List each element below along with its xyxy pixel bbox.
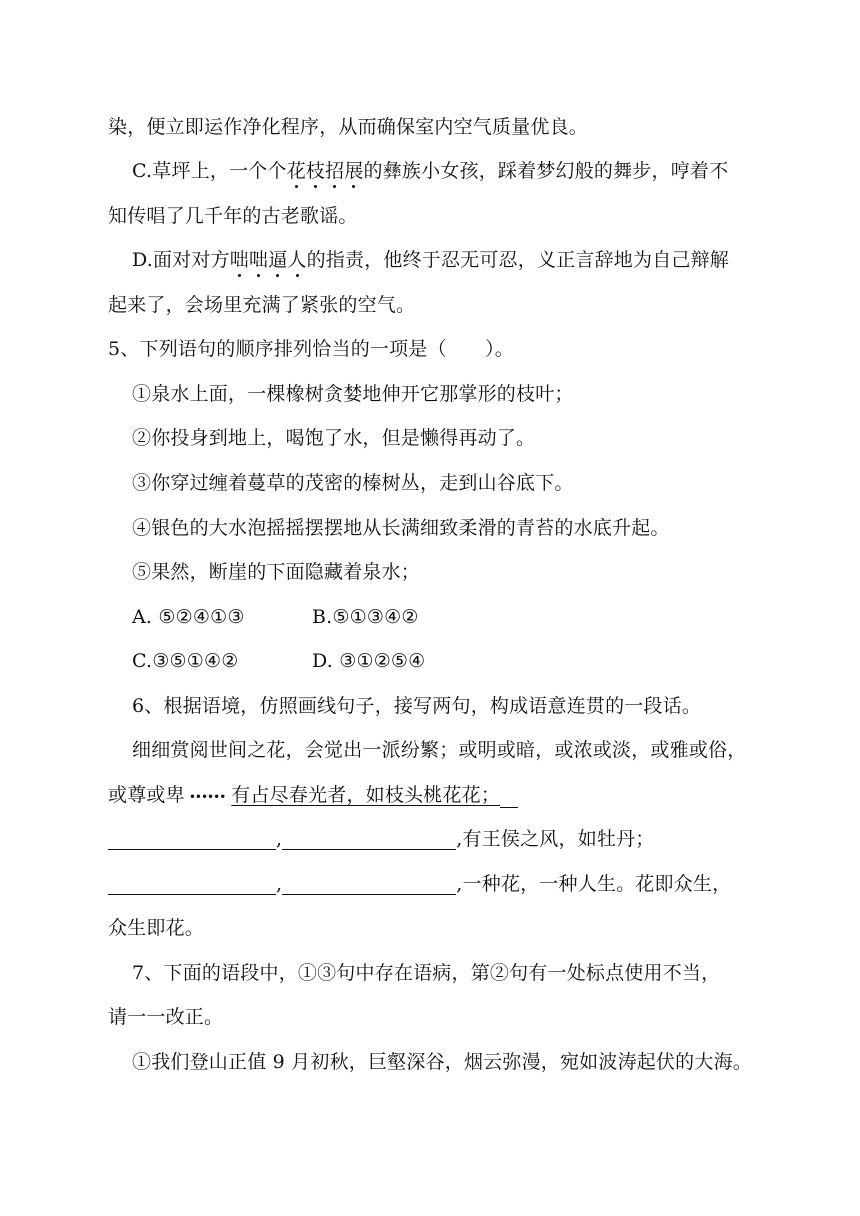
text-line: 知传唱了几千年的古老歌谣。 [108, 205, 358, 227]
text-line: 众生即花。 [108, 917, 205, 939]
underline-tail [500, 787, 518, 808]
question-7: 7、下面的语段中，①③句中存在语病，第②句有一处标点使用不当， [132, 962, 721, 984]
option-d: D. ③①②⑤④ [312, 650, 426, 672]
emphasis-char: 招 [325, 160, 345, 182]
emphasis-char: 枝 [305, 160, 326, 182]
question-6: 6、根据语境，仿照画线句子，接写两句，构成语意连贯的一段话。 [132, 695, 702, 717]
dotted-phrase [287, 160, 364, 182]
option-c: C.③⑤①④② [132, 650, 239, 672]
options-row-2 [132, 648, 760, 674]
text-line: 染，便立即运作净化程序，从而确保室内空气质量优良。 [108, 116, 589, 138]
ellipsis-dots: •••••• [188, 790, 226, 804]
emphasis-char: 人 [287, 249, 307, 271]
example-line [108, 782, 760, 810]
text-line: 起来了，会场里充满了紧张的空气。 [108, 294, 416, 316]
emphasis-char: 咄 [229, 249, 249, 271]
answer-blank[interactable] [282, 874, 456, 895]
text-span: 的指责，他终于忍无可忍，义正言辞地为自己辩解 [306, 249, 730, 271]
text-span: 的彝族小女孩，踩着梦幻般的舞步，哼着不 [363, 160, 729, 182]
question-5: 5、下列语句的顺序排列恰当的一项是（ ）。 [108, 338, 514, 360]
text-line: 细细赏阅世间之花，会觉出一派纷繁；或明或暗，或浓或淡，或雅或俗， [132, 739, 747, 761]
underlined-example: 有占尽春光者，如枝头桃花花； [231, 784, 501, 806]
sentence-2: ②你投身到地上，喝饱了水，但是懒得再动了。 [132, 427, 536, 449]
option-a: A. ⑤②④①③ [132, 606, 245, 628]
text-span: ,一种花，一种人生。花即众生， [456, 873, 732, 895]
option-c-line [132, 158, 760, 184]
answer-blank[interactable] [108, 874, 276, 895]
emphasis-char: 展 [344, 160, 364, 182]
text-span: , [276, 873, 283, 895]
answer-blank[interactable] [282, 829, 456, 850]
option-d-line [132, 247, 760, 273]
sentence-1: ①泉水上面，一棵橡树贪婪地伸开它那掌形的枝叶； [132, 383, 574, 405]
emphasis-char: 花 [286, 160, 306, 182]
fill-line-2 [108, 871, 760, 897]
option-b: B.⑤①③④② [312, 606, 419, 628]
sentence-5: ⑤果然，断崖的下面隐藏着泉水； [132, 561, 421, 583]
emphasis-char: 咄 [249, 249, 269, 271]
fill-line-1 [108, 826, 760, 852]
sentence-4: ④银色的大水泡摇摇摆摆地从长满细致柔滑的青苔的水底升起。 [132, 517, 670, 539]
options-row-1 [132, 604, 760, 630]
answer-blank[interactable] [108, 829, 276, 850]
text-span: C.草坪上，一个个 [132, 160, 287, 182]
text-line: ①我们登山正值 9 月初秋，巨壑深谷，烟云弥漫，宛如波涛起伏的大海。 [132, 1051, 752, 1073]
dotted-phrase [230, 249, 307, 271]
text-span: , [276, 828, 283, 850]
text-span: 或尊或卑 [108, 784, 185, 806]
sentence-3: ③你穿过缠着蔓草的茂密的榛树丛，走到山谷底下。 [132, 472, 574, 494]
text-span: ,有王侯之风，如牡丹； [456, 828, 655, 850]
text-span: D.面对对方 [132, 249, 230, 271]
text-line: 请一一改正。 [108, 1006, 224, 1028]
emphasis-char: 逼 [268, 249, 288, 271]
